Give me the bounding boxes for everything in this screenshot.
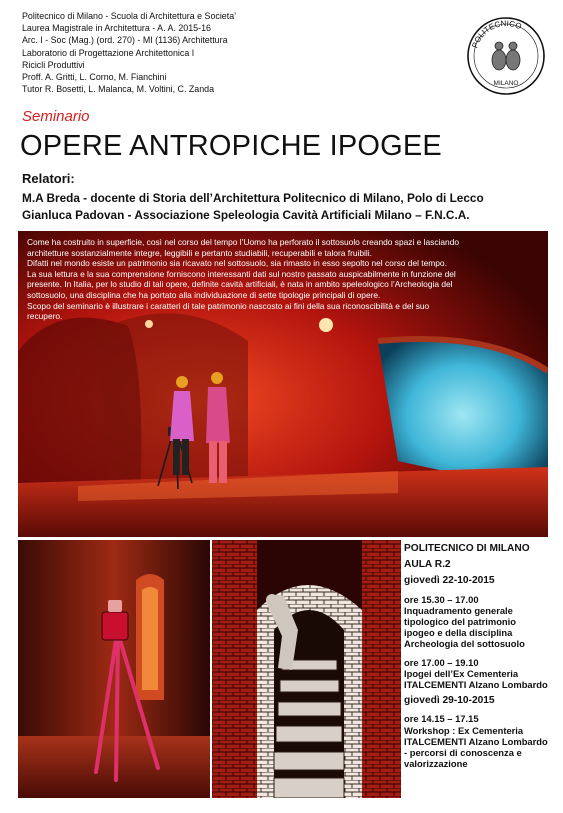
description-line: Difatti nel mondo esiste un patrimonio sia ricavato nel sottosuolo, sia rimasto in esso sepolto nel corso del tempo. [27, 258, 447, 269]
seminar-description [27, 237, 547, 322]
speakers-heading: Relatori: [22, 171, 75, 186]
session-line: ITALCEMENTI Alzano Lombardo [404, 679, 548, 691]
session-line: Inquadramento generale [404, 604, 513, 616]
seal-top-text: POLITECNICO [470, 18, 523, 50]
room-label: AULA R.2 [404, 559, 451, 571]
description-line: sottosuolo, una disciplina che ha portato alla individuazione di sette tipologie principali di opere. [27, 289, 381, 300]
session-line: ITALCEMENTI Alzano Lombardo [404, 735, 548, 747]
seal-bottom-text: MILANO [493, 80, 519, 87]
session-line: - percorsi di conoscenza e [404, 747, 522, 759]
institution-line: Ricicli Produttivi [22, 59, 85, 70]
schedule-panel [404, 543, 554, 769]
institution-line: Proff. A. Gritti, L. Corno, M. Fianchini [22, 72, 167, 83]
page-title: OPERE ANTROPICHE IPOGEE [20, 130, 442, 162]
speaker-1: M.A Breda - docente di Storia dell’Architettura Politecnico di Milano, Polo di Lecco [22, 191, 484, 205]
institution-line: Arc. I - Soc (Mag.) (ord. 270) - MI (1136) Architettura [22, 35, 228, 46]
photo-brick-stair-tunnel [212, 540, 401, 798]
session-line: valorizzazione [404, 758, 468, 770]
session-line: tipologico del patrimonio [404, 616, 516, 628]
session-line: Workshop : Ex Cementeria [404, 724, 524, 736]
description-line: Scopo del seminario è illustrare i caratteri di tale patrimonio nascosto ai fini della sua riconoscibilità e del suo [27, 300, 430, 311]
institution-block [22, 10, 442, 95]
session-time: ore 14.15 – 17.15 [404, 713, 479, 725]
session-time: ore 17.00 – 19.10 [404, 656, 479, 668]
description-line: La sua lettura e la sua comprensione forniscono interessanti dati sul nostro passato auspicabilmente in funzione del [27, 268, 456, 279]
seminar-kicker: Seminario [22, 108, 90, 125]
date-day-2: giovedì 29-10-2015 [404, 695, 495, 707]
institution-line: Laurea Magistrale in Architettura - A. A. 2015-16 [22, 23, 211, 34]
date-day-1: giovedì 22-10-2015 [404, 575, 495, 587]
session-line: Archeologia del sottosuolo [404, 638, 525, 650]
venue-label: POLITECNICO DI MILANO [404, 543, 530, 554]
institution-line: Tutor R. Bosetti, L. Malanca, M. Voltini, C. Zanda [22, 84, 215, 95]
institution-line: Politecnico di Milano - Scuola di Architettura e Societa’ [22, 11, 237, 21]
institution-line: Laboratorio di Progettazione Architettonica I [22, 47, 195, 58]
university-seal-icon [466, 16, 546, 96]
photo-tripod-tunnel [18, 540, 210, 798]
session-line: Ipogei dell’Ex Cementeria [404, 667, 519, 679]
description-line: Come ha costruito in superficie, così nel corso del tempo l’Uomo ha perforato il sottosuolo creando spazi e lasciando [27, 237, 460, 247]
session-line: ipogeo e della disciplina [404, 627, 513, 639]
session-time: ore 15.30 – 17.00 [404, 593, 479, 605]
speaker-2: Gianluca Padovan - Associazione Speleologia Cavità Artificiali Milano – F.N.C.A. [22, 208, 470, 222]
description-line: presente. In Italia, per lo studio di tali opere, definite cavità artificiali, è nata in ambito speleologico l’Archeologia del [27, 279, 453, 290]
description-line: recupero. [27, 311, 63, 322]
description-line: architetture sostanzialmente integre, leggibili e pertanto studiabili, recuperabili e talora fruibili. [27, 247, 372, 258]
